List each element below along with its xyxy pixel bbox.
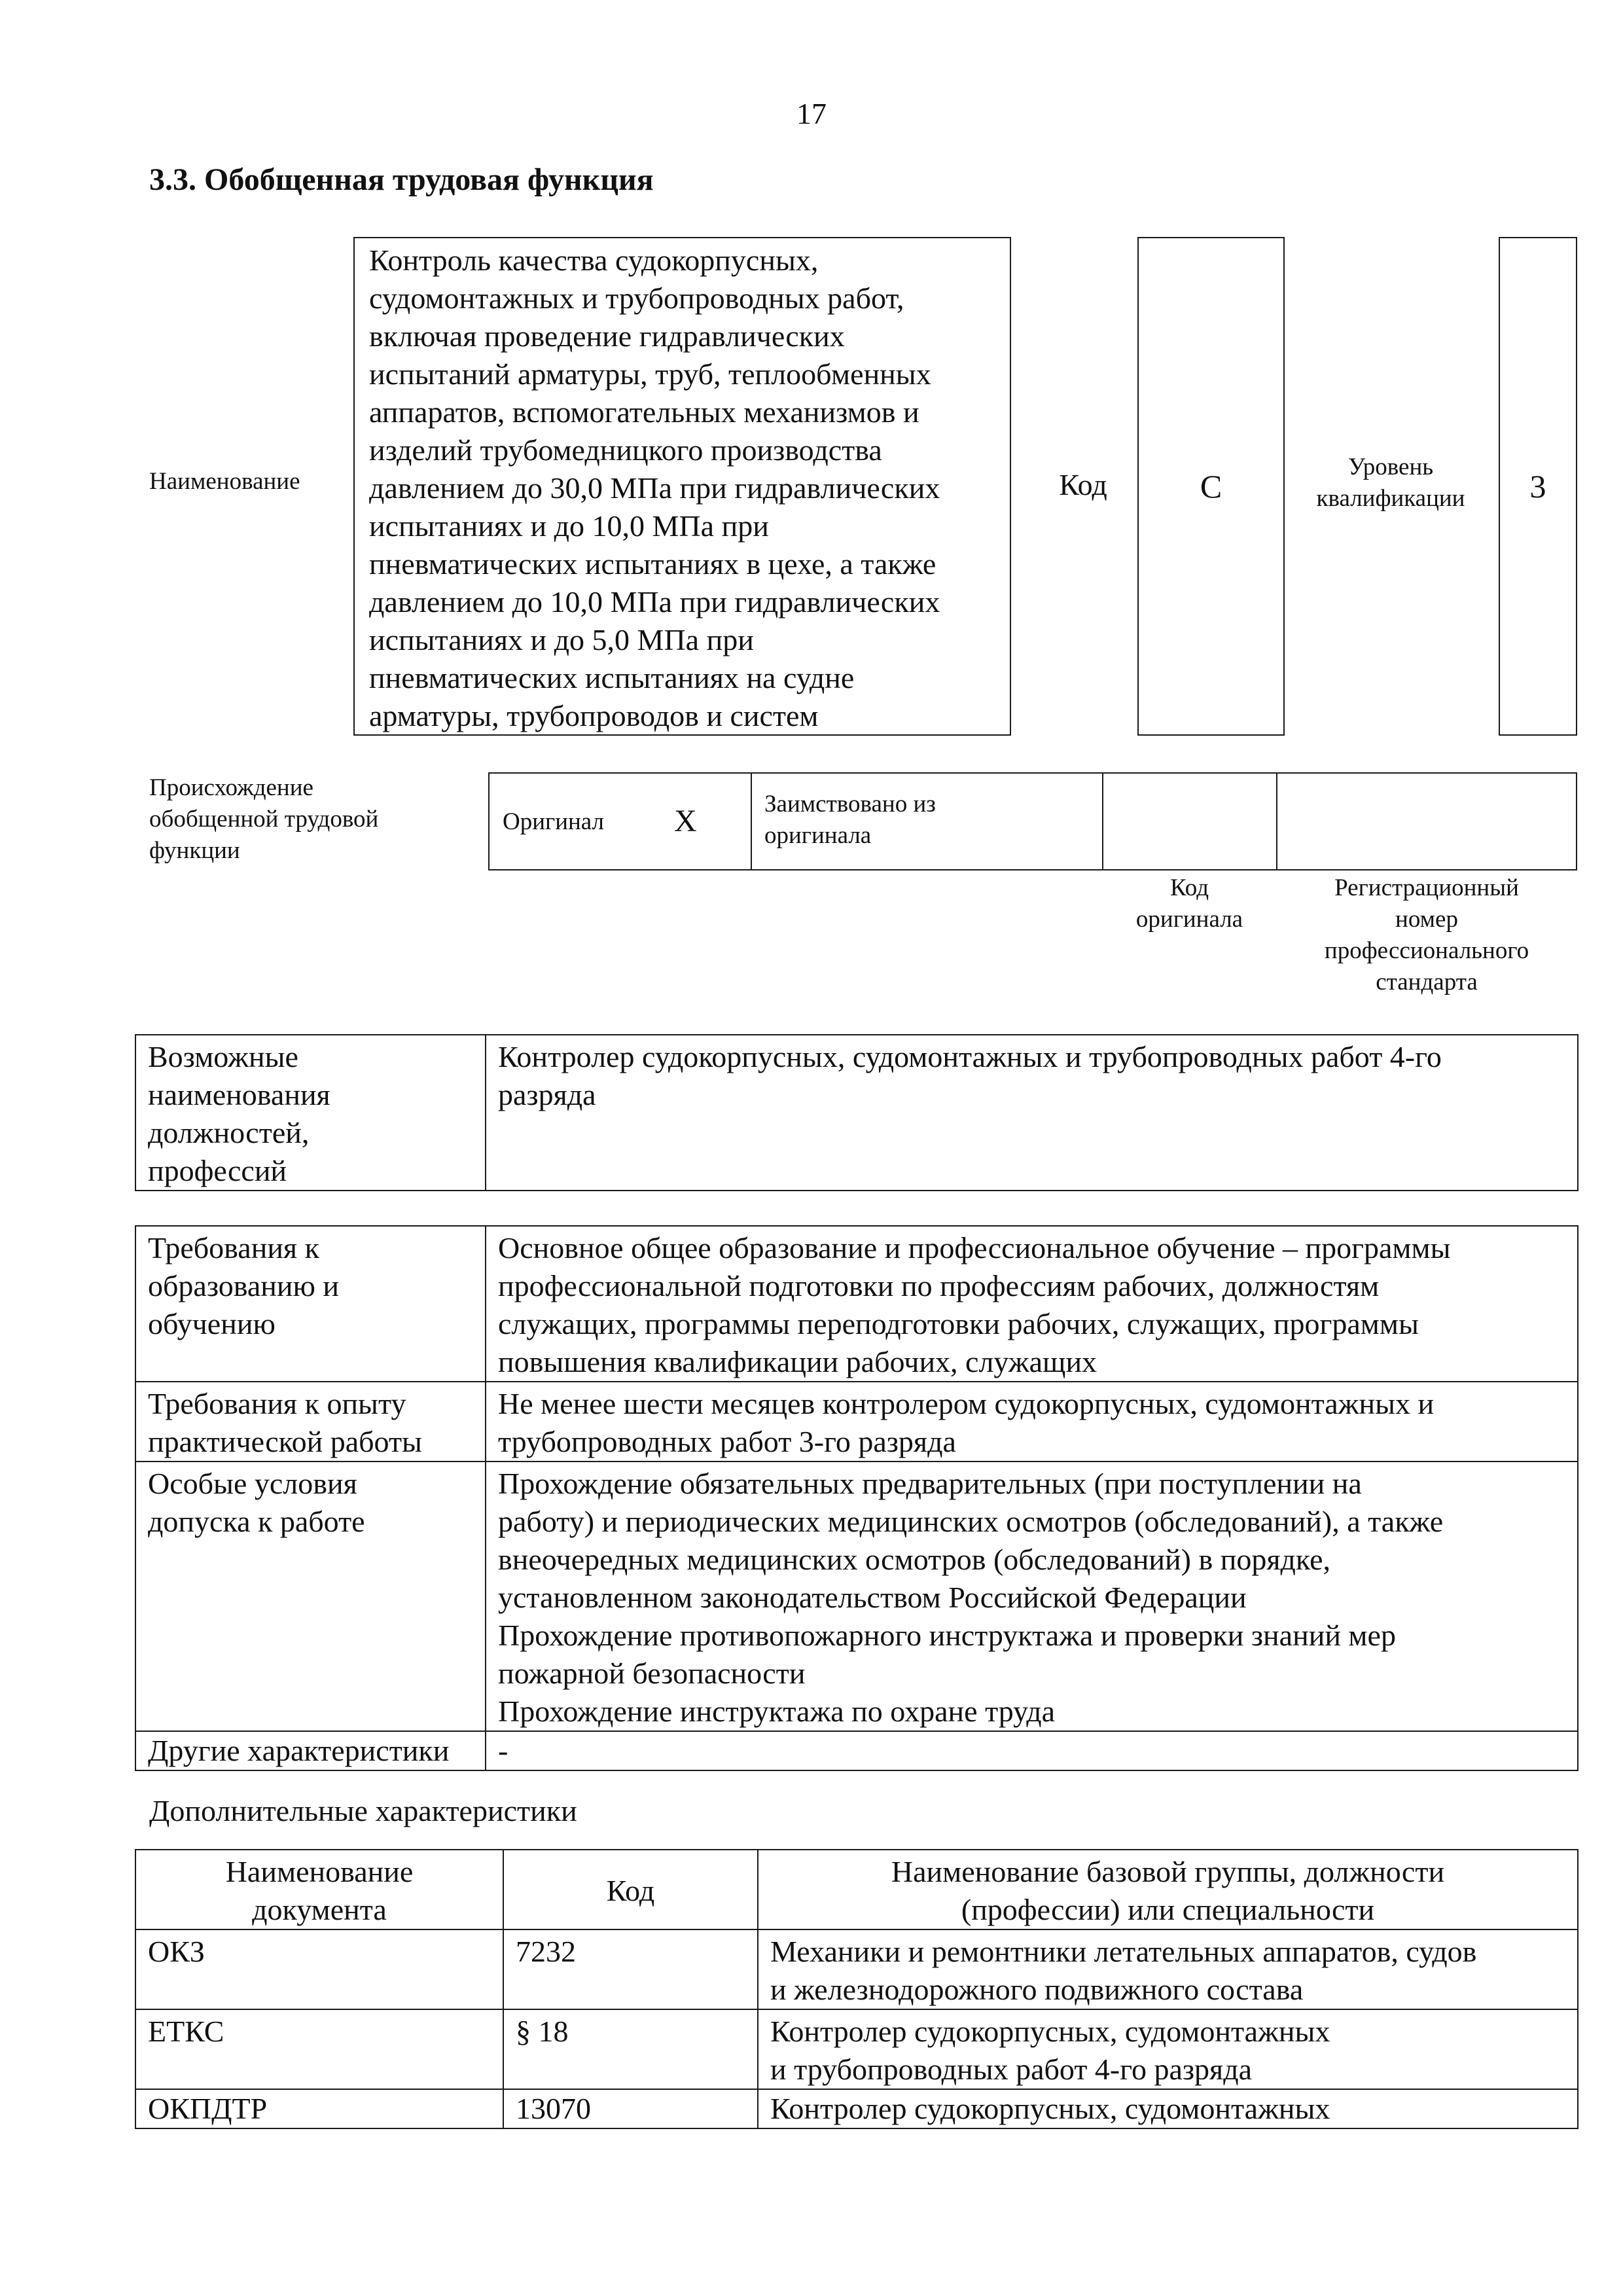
code-value-box (1137, 237, 1285, 736)
req-label (135, 1462, 486, 1731)
header-line: Код (606, 1874, 655, 1907)
name-line: пневматических испытаниях в цехе, а также (369, 547, 936, 581)
code-caption-line: оригинала (1135, 906, 1243, 933)
borrowed-label-line: оригинала (764, 822, 872, 849)
table-header-row (135, 1850, 1578, 1929)
name-line: давлением до 30,0 МПа при гидравлических (369, 471, 940, 505)
row-code: 7232 (503, 1929, 758, 2009)
positions-label-line: должностей, (148, 1116, 310, 1149)
req-label (135, 1382, 486, 1462)
req-value-line: Прохождение обязательных предварительных (при поступлении на (498, 1467, 1362, 1500)
row-name-line: Механики и ремонтники летательных аппаратов, судов (770, 1935, 1477, 1968)
reg-caption-line: стандарта (1376, 969, 1478, 996)
positions-value-line: Контролер судокорпусных, судомонтажных и трубопроводных работ 4-го (498, 1040, 1442, 1073)
header-line: Наименование (225, 1855, 414, 1888)
name-line: аппаратов, вспомогательных механизмов и (369, 395, 919, 429)
req-value-line: пожарной безопасности (498, 1657, 806, 1690)
row-code: § 18 (503, 2009, 758, 2089)
origin-divider (751, 772, 752, 870)
origin-label-line: обобщенной трудовой (149, 806, 379, 833)
req-label-line: Особые условия (148, 1467, 357, 1500)
req-value-line: работу) и периодических медицинских осмотров (обследований), а также (498, 1505, 1444, 1538)
req-value-line: установленном законодательством Российской Федерации (498, 1581, 1247, 1614)
req-value-line: повышения квалификации рабочих, служащих (498, 1345, 1097, 1378)
table-row (135, 1382, 1578, 1462)
req-label-line: Требования к опыту (148, 1387, 406, 1420)
req-label-line: образованию и (148, 1269, 339, 1302)
level-label-line: квалификации (1316, 485, 1465, 512)
section-title: 3.3. Обобщенная трудовая функция (149, 162, 654, 197)
origin-grid (488, 772, 1577, 870)
name-value-box (353, 237, 1011, 736)
level-value: 3 (1529, 468, 1546, 505)
req-label-line: обучению (148, 1307, 276, 1340)
req-value-line: служащих, программы переподготовки рабочих, служащих, программы (498, 1307, 1419, 1340)
name-label: Наименование (149, 468, 300, 495)
level-label (1296, 452, 1486, 514)
borrowed-label (764, 789, 936, 852)
req-value (486, 1382, 1578, 1462)
req-label-line: Требования к (148, 1231, 319, 1265)
row-doc: ЕТКС (135, 2009, 503, 2089)
level-value-box (1499, 237, 1577, 736)
req-value (486, 1731, 1578, 1770)
table-row (135, 1226, 1578, 1382)
header-name (758, 1850, 1578, 1929)
req-value-line: Прохождение инструктажа по охране труда (498, 1695, 1056, 1728)
positions-value-line: разряда (498, 1078, 596, 1111)
req-label-line: допуска к работе (148, 1505, 365, 1538)
origin-label-line: Происхождение (149, 774, 313, 801)
header-line: Наименование базовой группы, должности (891, 1855, 1445, 1888)
reg-caption (1279, 872, 1574, 998)
row-code: 13070 (503, 2089, 758, 2128)
borrowed-label-line: Заимствовано из (764, 791, 936, 817)
req-value-line: Основное общее образование и профессиональное обучение – программы (498, 1231, 1451, 1265)
name-line: испытаний арматуры, труб, теплообменных (369, 357, 931, 391)
origin-divider (1276, 772, 1277, 870)
req-value-line: Прохождение противопожарного инструктажа и проверки знаний мер (498, 1619, 1396, 1652)
row-name (758, 2089, 1578, 2128)
reg-caption-line: профессионального (1324, 937, 1529, 964)
additional-table (135, 1849, 1578, 2129)
row-name-line: и трубопроводных работ 4-го разряда (770, 2053, 1253, 2086)
name-line: Контроль качества судокорпусных, (369, 243, 819, 277)
table-row (135, 2089, 1578, 2128)
name-line: испытаниях и до 5,0 МПа при (369, 623, 754, 656)
req-value (486, 1462, 1578, 1731)
req-label (135, 1226, 486, 1382)
origin-divider (1102, 772, 1103, 870)
origin-label-line: функции (149, 837, 240, 864)
positions-value (486, 1035, 1578, 1191)
table-row (135, 1929, 1578, 2009)
table-row (135, 2009, 1578, 2089)
positions-label-line: профессий (148, 1154, 287, 1187)
origin-label (149, 772, 378, 867)
row-doc: ОКПДТР (135, 2089, 503, 2128)
name-line: испытаниях и до 10,0 МПа при (369, 509, 769, 543)
row-name (758, 2009, 1578, 2089)
name-line: пневматических испытаниях на судне (369, 661, 855, 694)
code-caption-line: Код (1169, 874, 1209, 901)
page-number: 17 (796, 97, 827, 130)
level-label-line: Уровень (1347, 454, 1434, 480)
req-value-line: профессиональной подготовки по профессиям рабочих, должностям (498, 1269, 1380, 1302)
positions-label-line: Возможные (148, 1040, 298, 1073)
req-label (135, 1731, 486, 1770)
header-line: (профессии) или специальности (961, 1893, 1375, 1926)
reg-caption-line: Регистрационный (1334, 874, 1519, 901)
row-name-line: Контролер судокорпусных, судомонтажных (770, 2015, 1330, 2048)
row-name-line: Контролер судокорпусных, судомонтажных (770, 2092, 1330, 2125)
name-line: давлением до 10,0 МПа при гидравлических (369, 585, 940, 619)
positions-label-line: наименования (148, 1078, 330, 1111)
original-mark: X (674, 804, 697, 838)
positions-table (135, 1034, 1578, 1191)
req-value-line: трубопроводных работ 3-го разряда (498, 1425, 956, 1458)
row-name-line: и железнодорожного подвижного состава (770, 1973, 1304, 2006)
code-label: Код (1059, 468, 1107, 501)
req-value-line: - (498, 1734, 508, 1767)
name-line: судомонтажных и трубопроводных работ, (369, 281, 904, 315)
row-name (758, 1929, 1578, 2009)
name-value (369, 242, 1010, 735)
row-doc: ОКЗ (135, 1929, 503, 2009)
requirements-table (135, 1225, 1578, 1771)
code-value: C (1200, 468, 1222, 505)
name-line: включая проведение гидравлических (369, 319, 845, 353)
header-doc (135, 1850, 503, 1929)
name-line: изделий трубомедницкого производства (369, 433, 882, 467)
original-label: Оригинал (503, 808, 605, 835)
reg-caption-line: номер (1395, 906, 1458, 933)
additional-title: Дополнительные характеристики (149, 1794, 577, 1827)
req-value-line: внеочередных медицинских осмотров (обследований) в порядке, (498, 1543, 1331, 1576)
table-row (135, 1731, 1578, 1770)
name-line: арматуры, трубопроводов и систем (369, 699, 819, 732)
code-caption (1106, 872, 1273, 935)
req-value-line: Не менее шести месяцев контролером судокорпусных, судомонтажных и (498, 1387, 1435, 1420)
req-label-line: Другие характеристики (148, 1734, 450, 1767)
table-row (135, 1462, 1578, 1731)
header-code (503, 1850, 758, 1929)
positions-label (135, 1035, 486, 1191)
header-line: документа (252, 1893, 387, 1926)
req-value (486, 1226, 1578, 1382)
req-label-line: практической работы (148, 1425, 422, 1458)
